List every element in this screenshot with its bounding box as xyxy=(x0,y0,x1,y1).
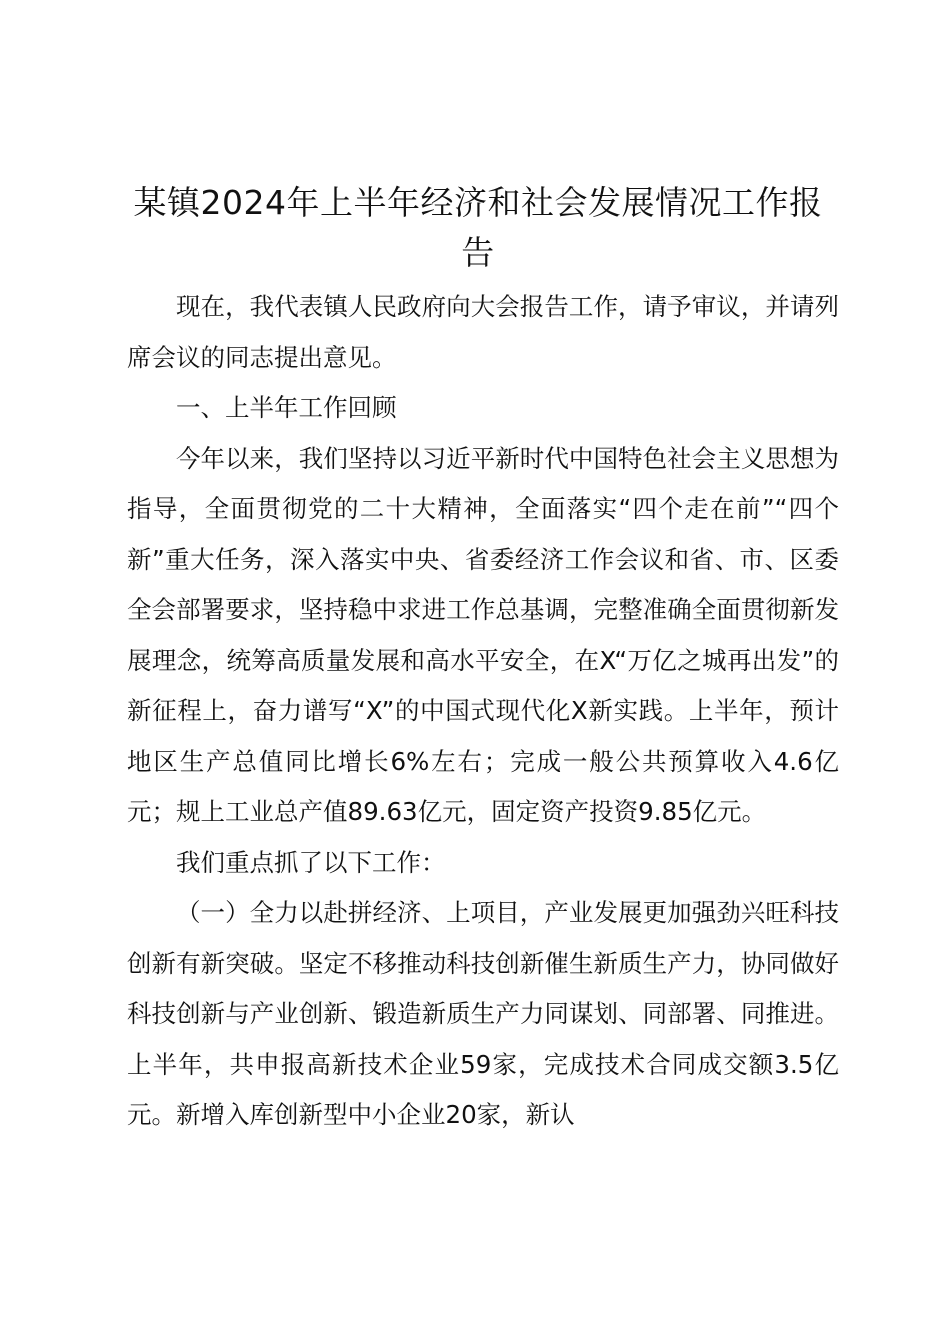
paragraph-review: 今年以来，我们坚持以习近平新时代中国特色社会主义思想为指导，全面贯彻党的二十大精神，全面落实“四个走在前”“四个新”重大任务，深入落实中央、省委经济工作会议和省、市、区委全会部署要求，坚持稳中求进工作总基调，完整准确全面贯彻新发展理念，统筹高质量发展和高水平安全，在X“万亿之城再出发”的新征程上，奋力谱写“X”的中国式现代化X新实践。上半年，预计地区生产总值同比增长6%左右；完成一般公共预算收入4.6亿元；规上工业总产值89.63亿元，固定资产投资9.85亿元。 xyxy=(127,443,839,826)
paragraph-section-one: （一）全力以赴拼经济、上项目，产业发展更加强劲兴旺科技创新有新突破。坚定不移推动科技创新催生新质生产力，协同做好科技创新与产业创新、锻造新质生产力同谋划、同部署、同推进。上半年，共申报高新技术企业59家，完成技术合同成交额3.5亿元。新增入库创新型中小企业20家，新认 xyxy=(127,898,839,1129)
document-body xyxy=(127,282,839,1141)
document-title: 某镇2024年上半年经济和社会发展情况工作报告 xyxy=(133,183,823,272)
paragraph-key-work: 我们重点抓了以下工作： xyxy=(176,847,446,877)
paragraph-intro: 现在，我代表镇人民政府向大会报告工作，请予审议，并请列席会议的同志提出意见。 xyxy=(127,292,839,372)
section-heading: 一、上半年工作回顾 xyxy=(176,393,397,422)
